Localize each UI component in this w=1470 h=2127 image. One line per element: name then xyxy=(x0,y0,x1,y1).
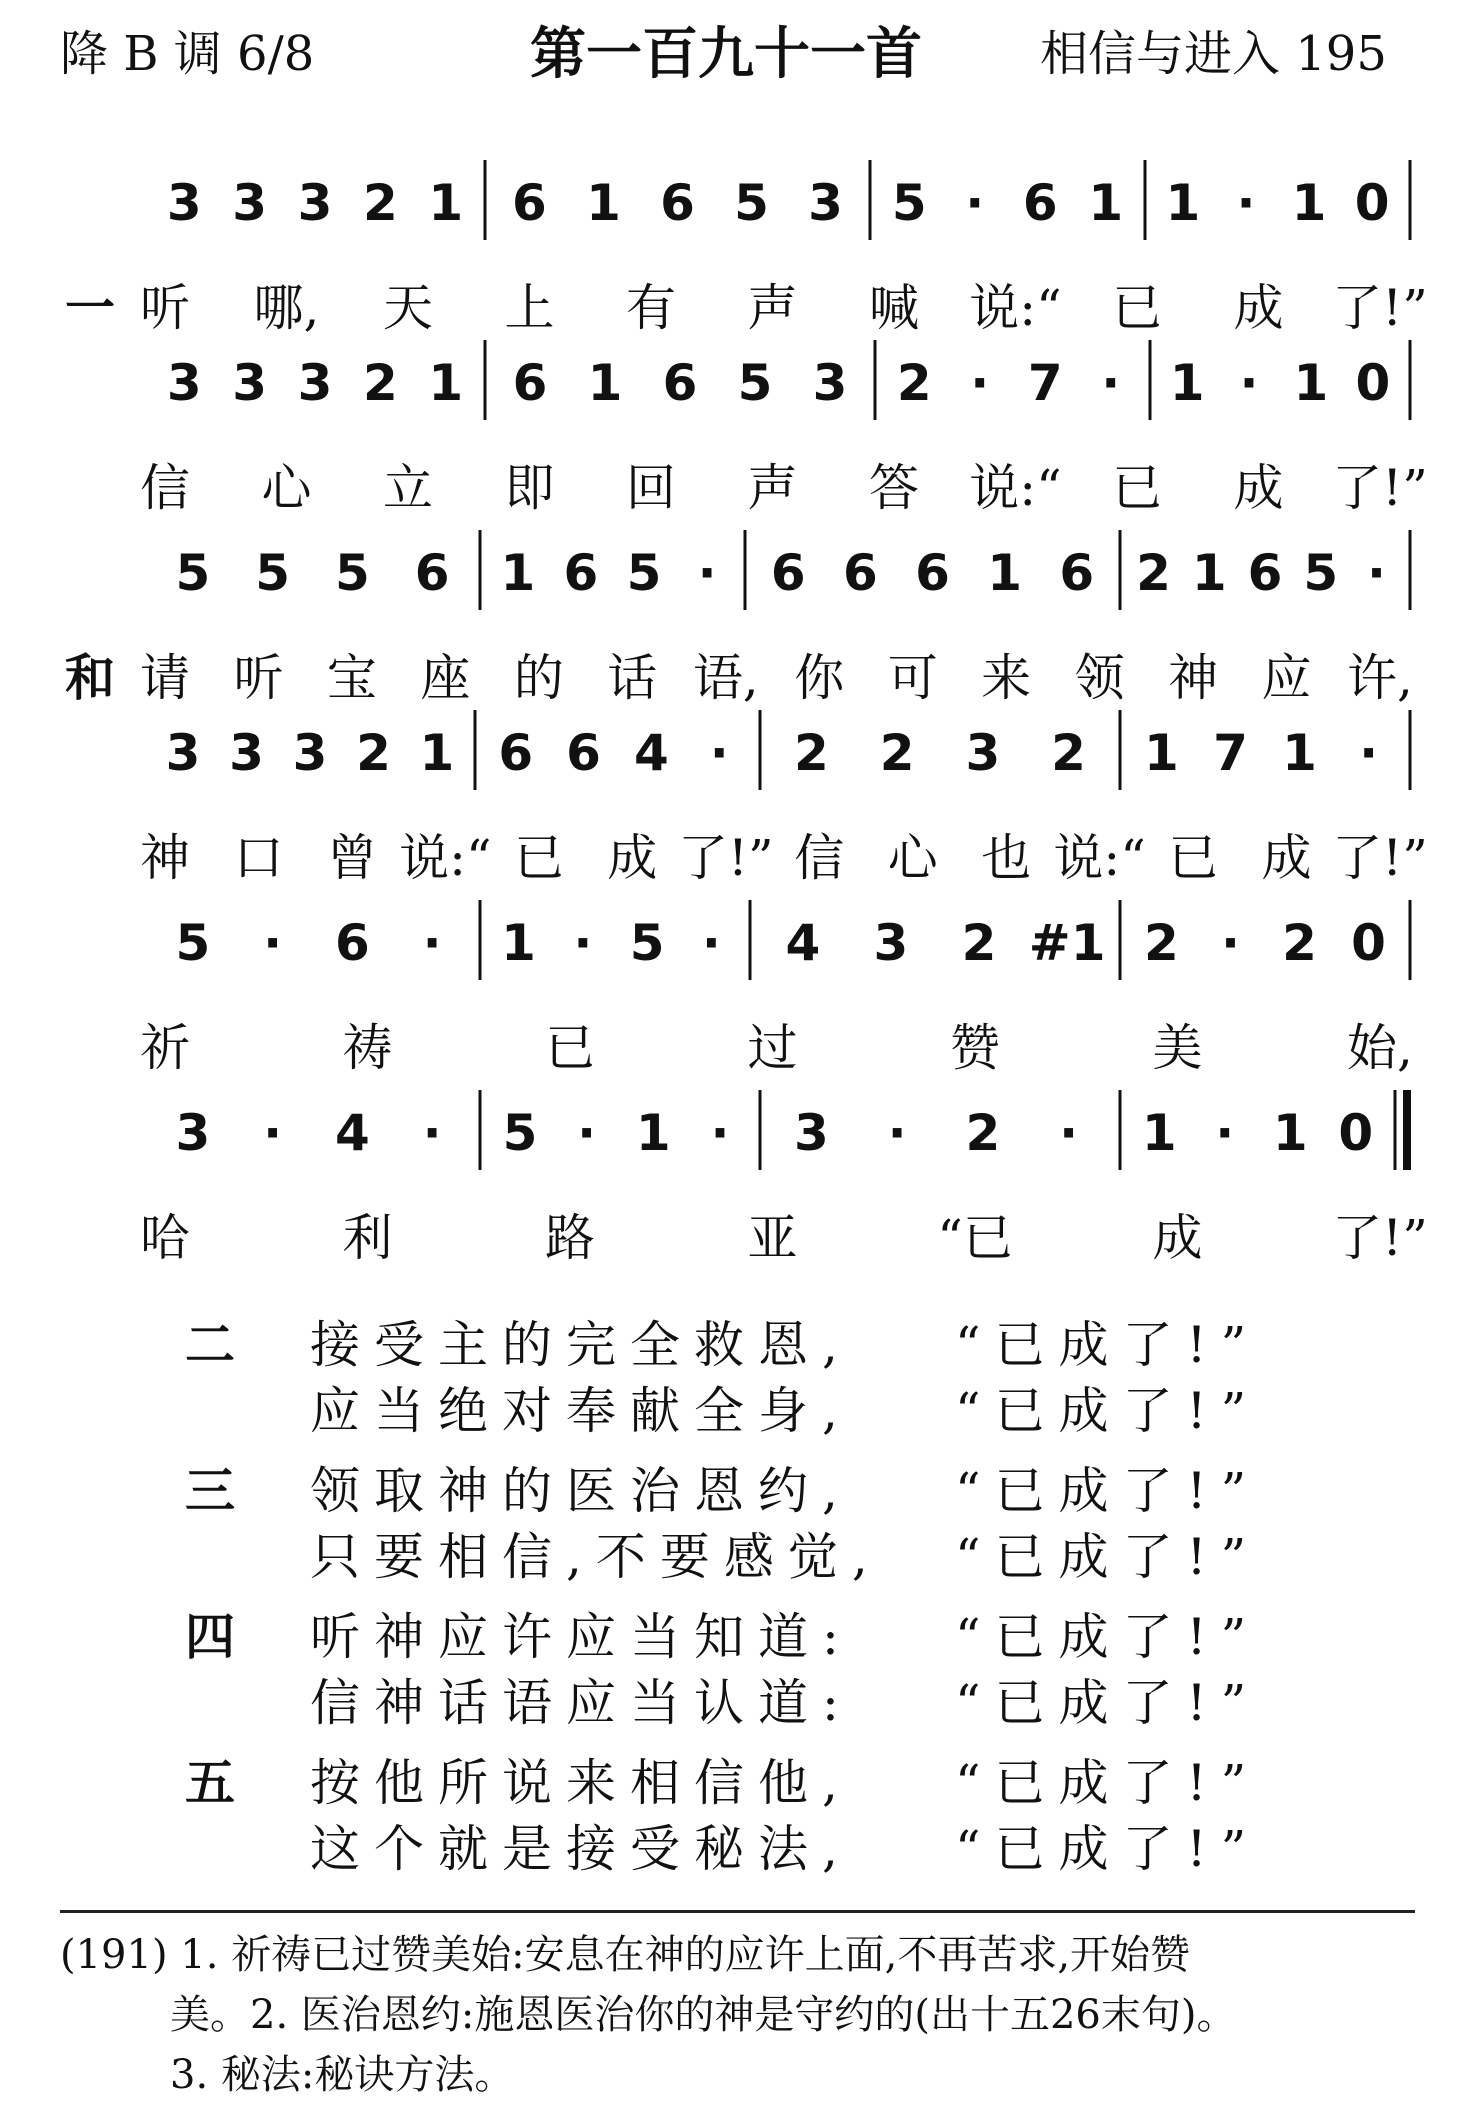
lyric-syllable: 话 xyxy=(607,649,658,707)
verse-marker: 和 xyxy=(65,648,115,707)
lyric-syllable: 心 xyxy=(887,829,938,887)
verse-marker: 一 xyxy=(65,278,115,337)
lyric-syllable: 成 xyxy=(1152,1209,1203,1267)
lyric-syllable: 领 xyxy=(1074,649,1125,707)
lyric-syllable: 祈 xyxy=(140,1019,190,1077)
lyric-syllable: 说:“ xyxy=(969,459,1062,517)
note: · xyxy=(422,914,442,972)
note: #1 xyxy=(1028,914,1106,972)
note: 6 xyxy=(498,724,534,782)
lyric-syllable: 利 xyxy=(342,1209,393,1267)
footnote-line: 美。2. 医治恩约:施恩医治你的神是守约的(出十五26末句)。 xyxy=(170,1992,1237,2038)
note: 0 xyxy=(1355,354,1391,412)
verse-refrain: “已成了!” xyxy=(955,1462,1261,1520)
note: · xyxy=(697,544,717,602)
verse-refrain: “已成了!” xyxy=(955,1316,1261,1374)
note: 2 xyxy=(879,724,915,782)
verse-refrain: “已成了!” xyxy=(955,1674,1261,1732)
note: 5 xyxy=(629,914,665,972)
note: 1 xyxy=(1141,1104,1177,1162)
note: · xyxy=(709,724,729,782)
note: · xyxy=(1101,354,1121,412)
lyric-syllable: 请 xyxy=(140,649,190,707)
lyric-syllable: 口 xyxy=(233,829,284,887)
note: · xyxy=(1236,174,1256,232)
note: 4 xyxy=(785,914,821,972)
verse-number: 四 xyxy=(185,1607,235,1666)
verse-number: 五 xyxy=(185,1753,235,1812)
note: 2 xyxy=(362,354,398,412)
note: 2 xyxy=(362,174,398,232)
lyric-syllable: 说:“ xyxy=(969,279,1062,337)
lyric-syllable: 路 xyxy=(545,1209,595,1267)
lyric-syllable: 亚 xyxy=(747,1209,798,1267)
lyric-syllable: 成 xyxy=(1233,279,1284,337)
note: 1 xyxy=(587,354,623,412)
lyric-syllable: 你 xyxy=(794,649,845,707)
note: 2 xyxy=(794,724,829,782)
note: 1 xyxy=(987,544,1023,602)
note: 5 xyxy=(737,354,773,412)
note: 6 xyxy=(1022,174,1058,232)
note: 1 xyxy=(635,1104,671,1162)
lyric-syllable: 过 xyxy=(747,1019,798,1077)
note: 6 xyxy=(660,174,695,232)
note: 6 xyxy=(1059,544,1095,602)
lyric-syllable: 已 xyxy=(1168,829,1219,887)
note: 3 xyxy=(965,724,1001,782)
note: 2 xyxy=(961,914,997,972)
lyric-syllable: 了!” xyxy=(1332,279,1428,337)
lyric-syllable: 哈 xyxy=(140,1209,190,1267)
lyric-syllable: 了!” xyxy=(1332,459,1428,517)
verse-line: 应当绝对奉献全身, xyxy=(310,1382,852,1440)
note: 5 xyxy=(1303,544,1339,602)
verse-refrain: “已成了!” xyxy=(955,1608,1261,1666)
note: 5 xyxy=(255,544,291,602)
hymn-category: 相信与进入 195 xyxy=(1040,26,1387,82)
note: 1 xyxy=(1272,1104,1308,1162)
note: 3 xyxy=(166,354,202,412)
lyric-syllable: 来 xyxy=(981,649,1032,707)
note: 5 xyxy=(502,1104,538,1162)
note: 3 xyxy=(297,174,333,232)
note: 3 xyxy=(229,724,264,782)
note: · xyxy=(263,914,283,972)
lyric-syllable: 声 xyxy=(747,279,798,337)
lyric-syllable: 即 xyxy=(504,459,555,517)
note: · xyxy=(965,174,985,232)
note: 6 xyxy=(915,544,950,602)
lyric-syllable: 哪, xyxy=(253,279,320,337)
note: 1 xyxy=(1191,544,1227,602)
note: 6 xyxy=(842,544,878,602)
note: 5 xyxy=(734,174,769,232)
lyric-syllable: 说:“ xyxy=(399,829,492,887)
lyric-syllable: 赞 xyxy=(950,1019,1000,1077)
note: · xyxy=(1059,1104,1079,1162)
verse-line: 只要相信,不要感觉, xyxy=(310,1528,882,1586)
lyric-syllable: 已 xyxy=(1112,459,1162,517)
lyric-syllable: 立 xyxy=(383,459,433,517)
lyric-syllable: 上 xyxy=(504,279,555,337)
lyric-syllable: 可 xyxy=(887,649,938,707)
note: 6 xyxy=(1247,544,1283,602)
verse-number: 二 xyxy=(185,1315,235,1374)
note: 3 xyxy=(292,724,328,782)
lyric-syllable: 听 xyxy=(140,279,190,337)
verse-line: 接受主的完全救恩, xyxy=(310,1316,852,1374)
note: 3 xyxy=(165,724,201,782)
lyric-syllable: 了!” xyxy=(1332,1209,1428,1267)
note: 3 xyxy=(297,354,333,412)
note: 0 xyxy=(1338,1104,1374,1162)
note: 1 xyxy=(586,174,621,232)
note: 5 xyxy=(175,914,211,972)
note: 3 xyxy=(794,1104,829,1162)
note: · xyxy=(1359,724,1379,782)
footnotes xyxy=(60,1925,1430,2105)
lyric-syllable: 信 xyxy=(794,829,845,887)
note: 6 xyxy=(512,174,547,232)
lyric-syllable: 神 xyxy=(140,829,190,887)
lyric-syllable: 始, xyxy=(1347,1019,1413,1077)
lyric-syllable: 有 xyxy=(626,279,676,337)
note: 3 xyxy=(232,354,268,412)
note: 2 xyxy=(1136,544,1171,602)
note: 1 xyxy=(428,354,464,412)
note: 3 xyxy=(175,1104,211,1162)
note: 4 xyxy=(634,724,669,782)
lyric-syllable: 心 xyxy=(261,459,312,517)
lyric-syllable: 已 xyxy=(1112,279,1162,337)
lyric-syllable: 许, xyxy=(1347,649,1413,707)
lyric-syllable: 祷 xyxy=(342,1019,393,1077)
lyric-syllable: 成 xyxy=(607,829,658,887)
note: 6 xyxy=(662,354,698,412)
note: 3 xyxy=(808,174,843,232)
note: 2 xyxy=(356,724,391,782)
key-signature: 降 B 调 6/8 xyxy=(60,26,315,82)
verse-line: 信神话语应当认道: xyxy=(310,1674,853,1732)
note: 5 xyxy=(334,544,370,602)
footnote-line: 3. 秘法:秘诀方法。 xyxy=(170,2052,515,2098)
lyric-syllable: 信 xyxy=(140,459,190,517)
lyric-syllable: 宝 xyxy=(326,649,377,707)
lyric-syllable: 语, xyxy=(692,649,759,707)
note: · xyxy=(1367,544,1387,602)
lyric-syllable: 座 xyxy=(420,649,471,707)
lyric-syllable: 回 xyxy=(626,459,676,517)
lyric-syllable: 神 xyxy=(1168,649,1219,707)
note: 1 xyxy=(1293,354,1329,412)
note: 4 xyxy=(334,1104,370,1162)
lyric-syllable: 天 xyxy=(383,279,433,337)
lyric-syllable: 曾 xyxy=(326,829,377,887)
lyric-syllable: 喊 xyxy=(869,279,919,337)
note: 6 xyxy=(512,354,548,412)
verse-refrain: “已成了!” xyxy=(955,1754,1261,1812)
note: 0 xyxy=(1354,174,1390,232)
note: 2 xyxy=(1144,914,1179,972)
note: 3 xyxy=(166,174,202,232)
note: 2 xyxy=(965,1104,1001,1162)
note: 1 xyxy=(1088,174,1124,232)
note: · xyxy=(701,914,721,972)
note: · xyxy=(263,1104,283,1162)
lyric-syllable: “已 xyxy=(937,1209,1013,1267)
note: · xyxy=(573,914,593,972)
note: 1 xyxy=(501,914,536,972)
note: · xyxy=(577,1104,597,1162)
note: 1 xyxy=(419,724,455,782)
lyric-syllable: 也 xyxy=(981,829,1032,887)
verse-line: 这个就是接受秘法, xyxy=(310,1820,852,1878)
note: 2 xyxy=(896,354,932,412)
footnote-divider xyxy=(60,1910,1415,1913)
note: 2 xyxy=(1051,724,1086,782)
note: · xyxy=(710,1104,730,1162)
verse-line: 按他所说来相信他, xyxy=(310,1754,852,1812)
note: 1 xyxy=(500,544,536,602)
note: · xyxy=(1239,354,1259,412)
verse-line: 领取神的医治恩约, xyxy=(310,1462,852,1520)
note: 7 xyxy=(1027,354,1063,412)
hymn-title: 第一百九十一首 xyxy=(530,21,922,87)
note: 6 xyxy=(334,914,370,972)
note: 3 xyxy=(873,914,909,972)
note: 5 xyxy=(891,174,927,232)
note: 1 xyxy=(1282,724,1317,782)
note: 1 xyxy=(1144,724,1179,782)
note: 7 xyxy=(1213,724,1248,782)
verse-refrain: “已成了!” xyxy=(955,1382,1261,1440)
lyric-syllable: 听 xyxy=(233,649,284,707)
lyric-syllable: 成 xyxy=(1261,829,1312,887)
note: · xyxy=(970,354,990,412)
note: 6 xyxy=(770,544,806,602)
verse-refrain: “已成了!” xyxy=(955,1820,1261,1878)
note: 1 xyxy=(1169,354,1205,412)
footnote-line: (191) 1. 祈祷已过赞美始:安息在神的应许上面,不再苦求,开始赞 xyxy=(60,1932,1191,1978)
note: 1 xyxy=(1291,174,1327,232)
lyric-syllable: 说:“ xyxy=(1053,829,1146,887)
lyric-syllable: 的 xyxy=(513,649,564,707)
lyric-syllable: 成 xyxy=(1233,459,1284,517)
note: · xyxy=(1215,1104,1235,1162)
lyric-syllable: 了!” xyxy=(1332,829,1428,887)
lyric-syllable: 声 xyxy=(747,459,798,517)
note: · xyxy=(887,1104,907,1162)
note: 6 xyxy=(563,544,599,602)
note: 3 xyxy=(812,354,848,412)
lyric-syllable: 答 xyxy=(869,459,919,517)
note: 6 xyxy=(414,544,450,602)
lyric-syllable: 应 xyxy=(1261,649,1312,707)
note: · xyxy=(1220,914,1240,972)
verse-number: 三 xyxy=(185,1461,235,1520)
lyric-syllable: 已 xyxy=(513,829,564,887)
note: 0 xyxy=(1351,914,1386,972)
note: 6 xyxy=(566,724,601,782)
note: 1 xyxy=(428,174,464,232)
note: 5 xyxy=(175,544,211,602)
note: 1 xyxy=(1165,174,1201,232)
lyric-syllable: 已 xyxy=(545,1019,595,1077)
note: 2 xyxy=(1282,914,1317,972)
lyric-syllable: 了!” xyxy=(677,829,774,887)
verse-line: 听神应许应当知道: xyxy=(310,1608,853,1666)
verse-refrain: “已成了!” xyxy=(955,1528,1261,1586)
note: 3 xyxy=(232,174,268,232)
lyric-syllable: 美 xyxy=(1152,1019,1203,1077)
note: 5 xyxy=(626,544,662,602)
note: · xyxy=(422,1104,442,1162)
